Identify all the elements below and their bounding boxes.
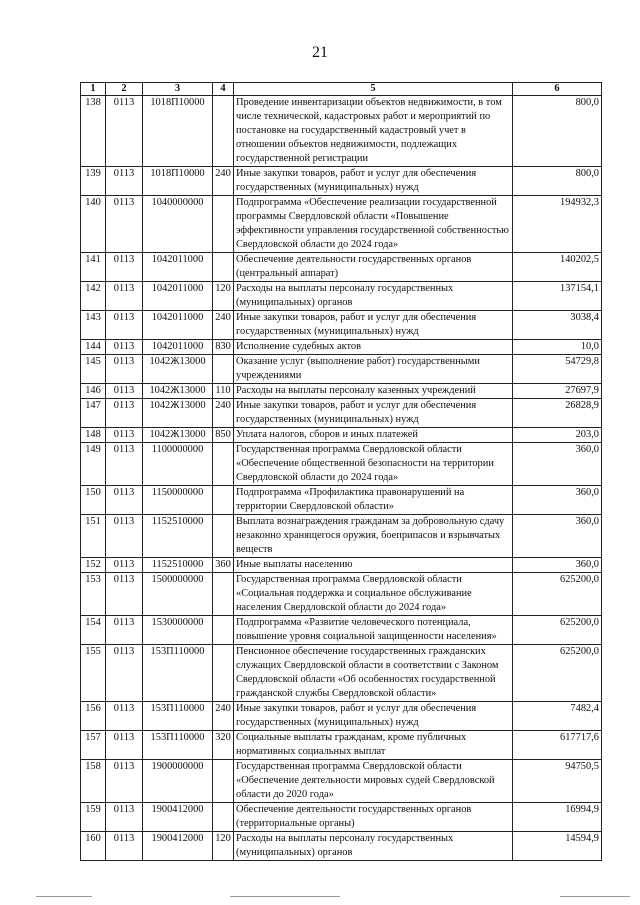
item-name: Расходы на выплаты персоналу государственных (муниципальных) органов bbox=[234, 282, 513, 311]
table-body bbox=[81, 96, 602, 861]
amount: 7482,4 bbox=[513, 702, 602, 731]
section-code: 0113 bbox=[106, 760, 143, 803]
target-article-code: 1042Ж13000 bbox=[143, 355, 213, 384]
item-name: Иные закупки товаров, работ и услуг для обеспечения государственных (муниципальных) нужд bbox=[234, 311, 513, 340]
table-row bbox=[81, 702, 602, 731]
item-name: Иные выплаты населению bbox=[234, 558, 513, 573]
item-name: Социальные выплаты гражданам, кроме публичных нормативных социальных выплат bbox=[234, 731, 513, 760]
target-article-code: 1018П10000 bbox=[143, 167, 213, 196]
table-row bbox=[81, 282, 602, 311]
target-article-code: 1500000000 bbox=[143, 573, 213, 616]
item-name: Обеспечение деятельности государственных органов (центральный аппарат) bbox=[234, 253, 513, 282]
row-number: 148 bbox=[81, 428, 106, 443]
item-name: Подпрограмма «Обеспечение реализации государственной программы Свердловской области «Повышение эффективности управления государственной собственностью Свердловской области до 2024 года» bbox=[234, 196, 513, 253]
expense-type-code: 360 bbox=[213, 558, 234, 573]
row-number: 139 bbox=[81, 167, 106, 196]
amount: 14594,9 bbox=[513, 832, 602, 861]
item-name: Подпрограмма «Профилактика правонарушений на территории Свердловской области» bbox=[234, 486, 513, 515]
col-header-3: 3 bbox=[143, 83, 213, 96]
target-article-code: 1150000000 bbox=[143, 486, 213, 515]
item-name: Выплата вознаграждения гражданам за добровольную сдачу незаконно хранящегося оружия, боеприпасов и взрывчатых веществ bbox=[234, 515, 513, 558]
row-number: 156 bbox=[81, 702, 106, 731]
expense-type-code: 240 bbox=[213, 399, 234, 428]
amount: 137154,1 bbox=[513, 282, 602, 311]
section-code: 0113 bbox=[106, 196, 143, 253]
expense-type-code: 830 bbox=[213, 340, 234, 355]
amount: 54729,8 bbox=[513, 355, 602, 384]
row-number: 143 bbox=[81, 311, 106, 340]
amount: 800,0 bbox=[513, 96, 602, 167]
amount: 625200,0 bbox=[513, 645, 602, 702]
expense-type-code: 240 bbox=[213, 311, 234, 340]
target-article-code: 1018П10000 bbox=[143, 96, 213, 167]
amount: 800,0 bbox=[513, 167, 602, 196]
section-code: 0113 bbox=[106, 558, 143, 573]
expense-type-code: 120 bbox=[213, 282, 234, 311]
footer-mark-right bbox=[560, 896, 630, 897]
expense-type-code: 240 bbox=[213, 167, 234, 196]
table-row bbox=[81, 558, 602, 573]
section-code: 0113 bbox=[106, 573, 143, 616]
amount: 16994,9 bbox=[513, 803, 602, 832]
item-name: Государственная программа Свердловской области «Социальная поддержка и социальное обслуживание населения Свердловской области до 2024 года» bbox=[234, 573, 513, 616]
section-code: 0113 bbox=[106, 311, 143, 340]
amount: 625200,0 bbox=[513, 573, 602, 616]
expense-type-code bbox=[213, 616, 234, 645]
amount: 26828,9 bbox=[513, 399, 602, 428]
section-code: 0113 bbox=[106, 803, 143, 832]
item-name: Иные закупки товаров, работ и услуг для обеспечения государственных (муниципальных) нужд bbox=[234, 399, 513, 428]
table-row bbox=[81, 573, 602, 616]
table-row bbox=[81, 340, 602, 355]
amount: 360,0 bbox=[513, 486, 602, 515]
table-row bbox=[81, 486, 602, 515]
row-number: 159 bbox=[81, 803, 106, 832]
amount: 360,0 bbox=[513, 443, 602, 486]
item-name: Государственная программа Свердловской области «Обеспечение общественной безопасности на территории Свердловской области до 2024 года» bbox=[234, 443, 513, 486]
col-header-2: 2 bbox=[106, 83, 143, 96]
section-code: 0113 bbox=[106, 702, 143, 731]
target-article-code: 153П110000 bbox=[143, 731, 213, 760]
table-row bbox=[81, 616, 602, 645]
table-row bbox=[81, 384, 602, 399]
section-code: 0113 bbox=[106, 384, 143, 399]
row-number: 141 bbox=[81, 253, 106, 282]
expense-type-code bbox=[213, 196, 234, 253]
row-number: 153 bbox=[81, 573, 106, 616]
target-article-code: 153П110000 bbox=[143, 645, 213, 702]
row-number: 146 bbox=[81, 384, 106, 399]
table-row bbox=[81, 167, 602, 196]
item-name: Исполнение судебных актов bbox=[234, 340, 513, 355]
budget-table bbox=[80, 82, 602, 861]
target-article-code: 1042011000 bbox=[143, 253, 213, 282]
section-code: 0113 bbox=[106, 399, 143, 428]
table-row bbox=[81, 96, 602, 167]
amount: 617717,6 bbox=[513, 731, 602, 760]
row-number: 157 bbox=[81, 731, 106, 760]
footer-mark-center bbox=[230, 896, 340, 897]
expense-type-code bbox=[213, 486, 234, 515]
item-name: Иные закупки товаров, работ и услуг для обеспечения государственных (муниципальных) нужд bbox=[234, 702, 513, 731]
expense-type-code bbox=[213, 645, 234, 702]
table-row bbox=[81, 399, 602, 428]
item-name: Проведение инвентаризации объектов недвижимости, в том числе технической, кадастровых работ и мероприятий по постановке на государственный кадастровый учет в отношении объектов недвижимости, подлежащих государственной регистрации bbox=[234, 96, 513, 167]
col-header-1: 1 bbox=[81, 83, 106, 96]
section-code: 0113 bbox=[106, 96, 143, 167]
item-name: Иные закупки товаров, работ и услуг для обеспечения государственных (муниципальных) нужд bbox=[234, 167, 513, 196]
target-article-code: 1100000000 bbox=[143, 443, 213, 486]
item-name: Расходы на выплаты персоналу государственных (муниципальных) органов bbox=[234, 832, 513, 861]
amount: 94750,5 bbox=[513, 760, 602, 803]
table-row bbox=[81, 355, 602, 384]
table-row bbox=[81, 196, 602, 253]
row-number: 152 bbox=[81, 558, 106, 573]
table-row bbox=[81, 803, 602, 832]
expense-type-code: 120 bbox=[213, 832, 234, 861]
target-article-code: 1042Ж13000 bbox=[143, 384, 213, 399]
col-header-6: 6 bbox=[513, 83, 602, 96]
target-article-code: 1152510000 bbox=[143, 558, 213, 573]
row-number: 150 bbox=[81, 486, 106, 515]
page-number: 21 bbox=[312, 44, 328, 61]
amount: 140202,5 bbox=[513, 253, 602, 282]
item-name: Пенсионное обеспечение государственных гражданских служащих Свердловской области в соответствии с Законом Свердловской области «Об особенностях государственной гражданской службы Свердловской области» bbox=[234, 645, 513, 702]
expense-type-code bbox=[213, 515, 234, 558]
target-article-code: 1530000000 bbox=[143, 616, 213, 645]
expense-type-code: 110 bbox=[213, 384, 234, 399]
expense-type-code bbox=[213, 443, 234, 486]
section-code: 0113 bbox=[106, 428, 143, 443]
section-code: 0113 bbox=[106, 486, 143, 515]
target-article-code: 1040000000 bbox=[143, 196, 213, 253]
expense-type-code bbox=[213, 803, 234, 832]
target-article-code: 1042Ж13000 bbox=[143, 399, 213, 428]
target-article-code: 1042011000 bbox=[143, 311, 213, 340]
amount: 10,0 bbox=[513, 340, 602, 355]
row-number: 155 bbox=[81, 645, 106, 702]
expense-type-code bbox=[213, 253, 234, 282]
row-number: 149 bbox=[81, 443, 106, 486]
amount: 360,0 bbox=[513, 515, 602, 558]
row-number: 158 bbox=[81, 760, 106, 803]
target-article-code: 1900412000 bbox=[143, 803, 213, 832]
item-name: Расходы на выплаты персоналу казенных учреждений bbox=[234, 384, 513, 399]
expense-type-code bbox=[213, 760, 234, 803]
table-row bbox=[81, 832, 602, 861]
section-code: 0113 bbox=[106, 355, 143, 384]
target-article-code: 1042Ж13000 bbox=[143, 428, 213, 443]
table-row bbox=[81, 443, 602, 486]
row-number: 147 bbox=[81, 399, 106, 428]
amount: 194932,3 bbox=[513, 196, 602, 253]
section-code: 0113 bbox=[106, 443, 143, 486]
section-code: 0113 bbox=[106, 731, 143, 760]
expense-type-code: 850 bbox=[213, 428, 234, 443]
section-code: 0113 bbox=[106, 832, 143, 861]
item-name: Подпрограмма «Развитие человеческого потенциала, повышение уровня социальной защищенности населения» bbox=[234, 616, 513, 645]
table-row bbox=[81, 311, 602, 340]
section-code: 0113 bbox=[106, 645, 143, 702]
amount: 360,0 bbox=[513, 558, 602, 573]
row-number: 151 bbox=[81, 515, 106, 558]
item-name: Оказание услуг (выполнение работ) государственными учреждениями bbox=[234, 355, 513, 384]
amount: 625200,0 bbox=[513, 616, 602, 645]
row-number: 145 bbox=[81, 355, 106, 384]
row-number: 154 bbox=[81, 616, 106, 645]
table-row bbox=[81, 428, 602, 443]
target-article-code: 153П110000 bbox=[143, 702, 213, 731]
table-row bbox=[81, 253, 602, 282]
target-article-code: 1900412000 bbox=[143, 832, 213, 861]
table-row bbox=[81, 760, 602, 803]
amount: 27697,9 bbox=[513, 384, 602, 399]
item-name: Уплата налогов, сборов и иных платежей bbox=[234, 428, 513, 443]
col-header-5: 5 bbox=[234, 83, 513, 96]
table-row bbox=[81, 645, 602, 702]
row-number: 142 bbox=[81, 282, 106, 311]
section-code: 0113 bbox=[106, 515, 143, 558]
target-article-code: 1900000000 bbox=[143, 760, 213, 803]
row-number: 138 bbox=[81, 96, 106, 167]
header-row bbox=[81, 83, 602, 96]
expense-type-code bbox=[213, 573, 234, 616]
expense-type-code bbox=[213, 96, 234, 167]
target-article-code: 1042011000 bbox=[143, 340, 213, 355]
row-number: 140 bbox=[81, 196, 106, 253]
col-header-4: 4 bbox=[213, 83, 234, 96]
section-code: 0113 bbox=[106, 167, 143, 196]
row-number: 144 bbox=[81, 340, 106, 355]
expense-type-code bbox=[213, 355, 234, 384]
item-name: Государственная программа Свердловской области «Обеспечение деятельности мировых судей Свердловской области до 2020 года» bbox=[234, 760, 513, 803]
amount: 3038,4 bbox=[513, 311, 602, 340]
row-number: 160 bbox=[81, 832, 106, 861]
table-row bbox=[81, 731, 602, 760]
table-row bbox=[81, 515, 602, 558]
target-article-code: 1152510000 bbox=[143, 515, 213, 558]
section-code: 0113 bbox=[106, 340, 143, 355]
amount: 203,0 bbox=[513, 428, 602, 443]
target-article-code: 1042011000 bbox=[143, 282, 213, 311]
expense-type-code: 320 bbox=[213, 731, 234, 760]
section-code: 0113 bbox=[106, 253, 143, 282]
table-header bbox=[81, 83, 602, 96]
expense-type-code: 240 bbox=[213, 702, 234, 731]
footer-mark-left bbox=[36, 896, 92, 897]
item-name: Обеспечение деятельности государственных органов (территориальные органы) bbox=[234, 803, 513, 832]
section-code: 0113 bbox=[106, 616, 143, 645]
section-code: 0113 bbox=[106, 282, 143, 311]
